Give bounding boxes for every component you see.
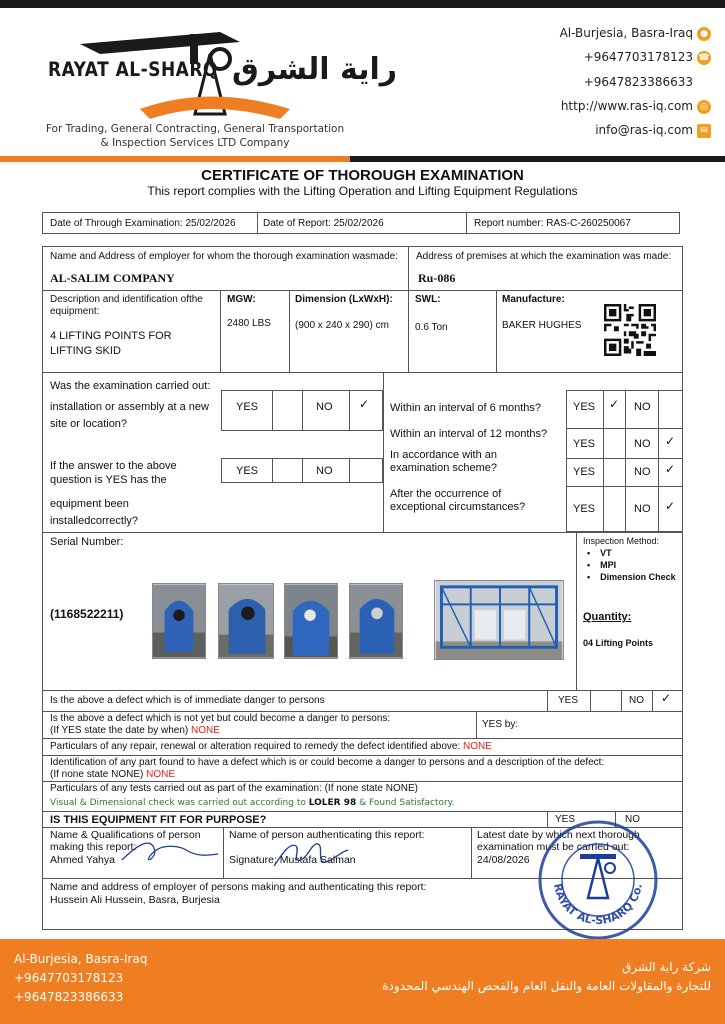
scheme-line2: examination scheme? [390, 462, 498, 474]
top-bar [0, 0, 725, 8]
report-date-label: Date of Report: [263, 218, 331, 229]
dimension-label: Dimension (LxWxH): [295, 294, 393, 305]
installed-line1: equipment been [50, 498, 129, 510]
method-item: • VT [587, 548, 612, 558]
install-yes[interactable]: YES [236, 401, 259, 413]
lifting-point-photo-1[interactable] [152, 583, 206, 659]
divider [42, 290, 683, 291]
after-line1: After the occurrence of [390, 488, 502, 500]
employer-value: AL-SALIM COMPANY [50, 271, 175, 285]
if-yes-question [50, 459, 177, 487]
divider [471, 827, 472, 878]
swl-label: SWL: [415, 294, 441, 305]
if-yes-line1: If the answer to the above [50, 460, 177, 472]
fit-no[interactable]: NO [625, 814, 640, 825]
contact-phone2-text: +9647823386633 [583, 75, 693, 89]
premises-label: Address of premises at which the examination was made: [416, 251, 672, 262]
exam-date-label: Date of Through Examination: [50, 218, 183, 229]
serial-label: Serial Number: [50, 536, 124, 548]
scheme-no-check[interactable]: ✓ [665, 462, 676, 476]
after-line2: exceptional circumstances? [390, 501, 526, 513]
next-line2: examination must be carried out: [477, 841, 630, 853]
divider [302, 390, 303, 431]
divider [220, 290, 221, 372]
installed-question [50, 496, 138, 530]
future-question [50, 713, 390, 737]
tests-value-a: Visual & Dimensional check was carried out according to [50, 798, 309, 808]
employer-label: Name and Address of employer for whom the thorough examination wasmade: [50, 251, 398, 262]
scheme-question [390, 449, 497, 475]
divider [349, 458, 350, 483]
divider [272, 390, 273, 431]
divider [42, 755, 683, 756]
lifting-point-photo-2[interactable] [218, 583, 274, 659]
footer-address: Al-Burjesia, Basra-Iraq [14, 952, 148, 966]
method-item-text: MPI [600, 560, 617, 570]
future-line2-text: (If YES state the date by when) [50, 725, 189, 736]
swl-value: 0.6 Ton [415, 322, 448, 333]
next-line1: Latest date by which next thorough [477, 829, 640, 841]
after-question [390, 488, 525, 514]
divider [603, 390, 604, 532]
divider [289, 290, 290, 372]
scheme-line1: In accordance with an [390, 449, 498, 461]
contact-email[interactable] [595, 123, 711, 138]
interval6-question: Within an interval of 6 months? [390, 402, 542, 414]
header-rule-accent [0, 156, 350, 162]
quantity-label: Quantity: [583, 611, 632, 623]
divider [42, 372, 683, 373]
next-value: 24/08/2026 [477, 854, 530, 866]
lifting-skid-photo[interactable] [434, 580, 564, 660]
repair-question [50, 741, 492, 753]
interval12-no-check[interactable]: ✓ [665, 434, 676, 448]
divider [621, 690, 622, 711]
after-no[interactable]: NO [634, 503, 651, 515]
carried-label: Was the examination carried out: [50, 380, 211, 392]
brand-name-ar: راية الشرق [232, 52, 398, 87]
tests-value-b: LOLER 98 [308, 798, 357, 808]
contact-phone1-text: +9647703178123 [583, 50, 693, 64]
divider [349, 390, 350, 431]
identify-value: NONE [146, 769, 176, 780]
phone-icon: ☎ [698, 52, 710, 63]
report-number [474, 218, 631, 230]
divider [42, 690, 683, 691]
scheme-no[interactable]: NO [634, 466, 651, 478]
report-number-value: RAS-C-260250067 [546, 218, 631, 229]
after-yes[interactable]: YES [573, 503, 596, 515]
qr-code-icon[interactable] [604, 304, 656, 356]
contact-phone1 [584, 50, 711, 65]
method-item-text: Dimension Check [600, 572, 676, 582]
interval12-no[interactable]: NO [634, 438, 651, 450]
tagline-line1: For Trading, General Contracting, General Transportation [45, 123, 345, 135]
immediate-no[interactable]: NO [629, 695, 644, 706]
installed-yes[interactable]: YES [236, 465, 259, 477]
divider [476, 711, 477, 738]
lifting-point-photo-4[interactable] [349, 583, 403, 659]
location-icon: ● [697, 27, 711, 41]
certificate-subtitle: This report complies with the Lifting Operation and Lifting Equipment Regulations [147, 184, 578, 198]
installed-line2: installedcorrectly? [50, 515, 139, 527]
auth-value: Signature: Mustafa Salman [229, 854, 356, 866]
install-question [50, 399, 209, 433]
divider [625, 390, 626, 532]
method-label: Inspection Method: [583, 536, 660, 546]
future-line1: Is the above a defect which is not yet but could become a danger to persons: [50, 713, 391, 724]
install-no-check[interactable]: ✓ [359, 397, 370, 411]
repair-text: Particulars of any repair, renewal or alteration required to remedy the defect identified above: [50, 741, 461, 752]
immediate-no-check[interactable]: ✓ [661, 691, 672, 705]
divider [658, 390, 659, 532]
contact-address-text: Al-Burjesia, Basra-Iraq [559, 26, 693, 40]
premises-value: Ru-086 [418, 271, 456, 285]
footer-phone2: +9647823386633 [14, 990, 124, 1004]
divider [302, 458, 303, 483]
signature-mustafa [270, 836, 350, 872]
tests-question: Particulars of any tests carried out as part of the examination: (If none state NONE) [50, 783, 418, 794]
divider [42, 532, 683, 533]
fit-yes[interactable]: YES [555, 814, 576, 825]
interval6-yes-check[interactable]: ✓ [609, 397, 620, 411]
immediate-question: Is the above a defect which is of immediate danger to persons [50, 695, 325, 706]
interval6-yes[interactable]: YES [573, 401, 596, 413]
report-number-label: Report number: [474, 218, 544, 229]
divider [547, 690, 548, 711]
lifting-point-photo-3[interactable] [284, 583, 338, 659]
divider [566, 458, 683, 459]
divider [383, 372, 384, 532]
footer-ar-line2: للتجارة والمقاولات العامة والنقل العام والفحص الهندسي المحدودة [382, 979, 711, 993]
divider [408, 246, 409, 372]
footer-arabic [382, 958, 711, 996]
interval12-question: Within an interval of 12 months? [390, 428, 548, 440]
method-item: • Dimension Check [587, 572, 676, 582]
contact-website[interactable] [561, 99, 711, 114]
after-no-check[interactable]: ✓ [665, 499, 676, 513]
globe-icon: ◎ [697, 100, 711, 114]
employer-persons-value: Hussein Ali Hussein, Basra, Burjesia [50, 894, 220, 906]
divider [42, 711, 683, 712]
desc-label: Description and identification ofthe equipment: [50, 294, 203, 317]
fit-question: IS THIS EQUIPMENT FIT FOR PURPOSE? [50, 814, 267, 826]
desc-value-1: 4 LIFTING POINTS FOR [50, 330, 172, 342]
divider [652, 690, 653, 711]
manufacture-label: Manufacture: [502, 294, 565, 305]
identify-line1: Identification of any part found to have a defect which is or could become a danger to persons and a description of the defect: [50, 757, 605, 768]
quals-line1: Name & Qualifications of person [50, 829, 201, 841]
identify-question [50, 757, 604, 781]
divider [257, 212, 258, 234]
desc-value-2: LIFTING SKID [50, 345, 121, 357]
installed-no[interactable]: NO [316, 465, 333, 477]
manufacture-value: BAKER HUGHES [502, 320, 582, 331]
divider [223, 827, 224, 878]
serial-value: (1168522211) [50, 607, 124, 621]
contact-website-text[interactable]: http://www.ras-iq.com [560, 99, 693, 113]
divider [42, 781, 683, 782]
quantity-value: 04 Lifting Points [583, 638, 654, 648]
divider [496, 290, 497, 372]
divider [466, 212, 467, 234]
identify-line2-text: (If none state NONE) [50, 769, 144, 780]
stamp-text: RAYAT AL-SHARQ Co. [551, 882, 645, 928]
scheme-yes[interactable]: YES [573, 466, 596, 478]
auth-label: Name of person authenticating this report: [229, 829, 425, 841]
install-line1: installation or assembly at a new [50, 401, 209, 413]
report-date-value: 25/02/2026 [333, 218, 384, 229]
interval12-yes[interactable]: YES [573, 438, 596, 450]
footer-contact [14, 950, 147, 1007]
tests-value [50, 797, 455, 809]
yes-by-label: YES by: [482, 719, 519, 730]
install-line2: site or location? [50, 418, 128, 430]
report-date [263, 218, 384, 230]
company-stamp [536, 818, 660, 942]
repair-value: NONE [463, 741, 492, 752]
signature-ahmed [120, 836, 220, 870]
divider [566, 428, 683, 429]
quals-value: Ahmed Yahya [50, 854, 115, 866]
if-yes-line2: question is YES has the [50, 474, 167, 486]
dimension-value: (900 x 240 x 290) cm [295, 320, 389, 331]
future-value: NONE [191, 725, 220, 736]
tests-value-c: & Found Satisfactory. [356, 798, 455, 808]
mgw-value: 2480 LBS [227, 318, 271, 329]
divider [42, 738, 683, 739]
certificate-title: CERTIFICATE OF THOROUGH EXAMINATION [201, 167, 524, 184]
contact-email-text[interactable]: info@ras-iq.com [595, 123, 693, 137]
tagline-line2: & Inspection Services LTD Company [100, 137, 290, 149]
contact-phone2 [584, 75, 693, 89]
method-item-text: VT [600, 548, 612, 558]
tagline [40, 122, 350, 150]
install-no[interactable]: NO [316, 401, 333, 413]
divider [42, 811, 683, 812]
exam-date-value: 25/02/2026 [185, 218, 236, 229]
mgw-label: MGW: [227, 294, 256, 305]
method-list [587, 547, 676, 583]
quals-line2: making this report: [50, 841, 137, 853]
brand-name-en: RAYAT AL-SHARQ [48, 58, 218, 82]
exam-date [50, 218, 236, 230]
divider [566, 486, 683, 487]
immediate-yes[interactable]: YES [558, 695, 579, 706]
method-item: • MPI [587, 560, 617, 570]
contact-address [560, 26, 711, 41]
svg-text:RAYAT AL-SHARQ Co. [551, 882, 645, 927]
divider [576, 532, 577, 690]
footer-phone1: +9647703178123 [14, 971, 124, 985]
footer-ar-line1: شركة راية الشرق [622, 960, 711, 974]
divider [272, 458, 273, 483]
identify-line2 [50, 769, 604, 781]
divider [590, 690, 591, 711]
interval6-no[interactable]: NO [634, 401, 651, 413]
future-line2 [50, 725, 390, 737]
email-icon: ✉ [697, 124, 711, 138]
employer-persons-label: Name and address of employer of persons making and authenticating this report: [50, 881, 427, 893]
